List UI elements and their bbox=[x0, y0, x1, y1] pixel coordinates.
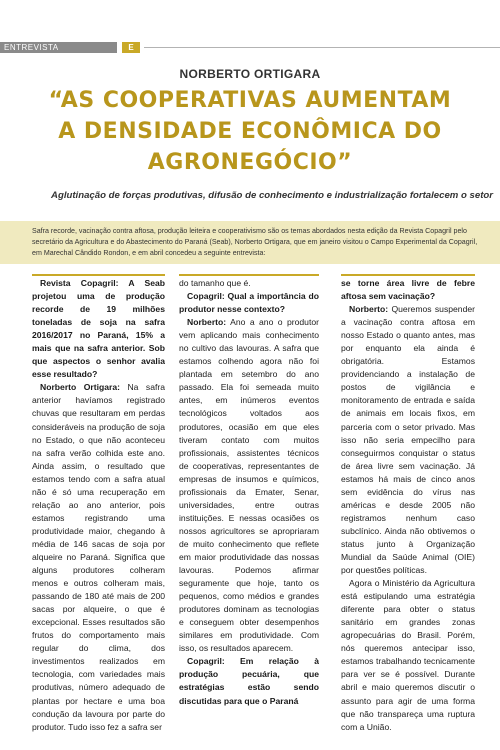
speaker-label: Norberto: bbox=[349, 304, 389, 315]
section-divider bbox=[144, 47, 500, 48]
answer-text: Ano a ano o produtor vem aplicando mais conhecimento no cultivo das lavouras. A safra que estamos colhendo agora não foi plantada em setembro do ano passado. Ela foi semeada muito antes, em inúmeros eventos tecnológicos voltados aos produtores, ocasião em que eles tiveram contato com muitos profissionais, assistentes técnicos de cooperativas, representantes de empresas de insumos e químicos, profissionais da Emater, Senar, universidades, entre outras instituições. E nessas ocasiões os nossos agricultores se apropriaram de muito conhecimento que reflete em maior produtividade das nossas lavouras. Podemos afirmar seguramente que hoje, tanto os pequenos, como médios e grandes produtores dominam as tecnologias e conseguem obter desempenhos similares em produtividade. Com isso, os resultados aparecem. bbox=[179, 317, 319, 654]
question-3: Copagril: Em relação à produção pecuária, que estratégias estão sendo discutidas para que o Paraná bbox=[179, 656, 319, 706]
question-2: Copagril: Qual a importância do produtor nesse contexto? bbox=[179, 291, 319, 315]
column-3 bbox=[341, 277, 475, 747]
column-1 bbox=[32, 277, 165, 747]
speaker-label: Norberto Ortigara: bbox=[40, 382, 121, 393]
intro-text: Safra recorde, vacinação contra aftosa, produção leiteira e cooperativismo são os temas abordados nesta edição da Revista Copagril pelo secretário da Agricultura e do Abastecimento do Paraná (Seab), Norberto Ortigara, que em janeiro visitou o Campo Experimental da Copagril, em Marechal Cândido Rondon, e em abril concedeu a seguinte entrevista: bbox=[32, 227, 478, 257]
answer-3 bbox=[341, 303, 475, 577]
answer-text: Queremos suspender a vacinação contra aftosa em nosso Estado o quanto antes, mas por enquanto ela ainda é obrigatória. Estamos providenciando a instalação de postos de vigilância e monitoramento de entrada e saída de animais em locais fixos, em parceria com o setor privado. Mas isso não seria empecilho para conseguirmos conquistar o status de área livre sem vacinação. Já estamos há mais de cinco anos sem evidência do vírus nas américas e desde 2005 não registramos nenhum caso subclínico. Ainda não obtivemos o status junto à Organização Mundial da Saúde Animal (OIE) por questões políticas. bbox=[341, 304, 475, 576]
column-2 bbox=[179, 277, 319, 747]
question-3-continuation: se torne área livre de febre aftosa sem vacinação? bbox=[341, 278, 475, 302]
section-header bbox=[0, 42, 500, 53]
speaker-label: Norberto: bbox=[187, 317, 227, 328]
column-rule bbox=[341, 274, 475, 276]
column-rule bbox=[32, 274, 165, 276]
answer-1 bbox=[32, 381, 165, 733]
intro-box bbox=[0, 221, 500, 264]
column-rule bbox=[179, 274, 319, 276]
question-1: Revista Copagril: A Seab projetou uma de produção recorde de 19 milhões toneladas de soja na safra 2016/2017 no Paraná, 15% a mais que na safra anterior. Sob que aspectos o senhor avalia esse resultado? bbox=[32, 278, 165, 380]
answer-2 bbox=[179, 316, 319, 655]
interviewee-name: NORBERTO ORTIGARA bbox=[179, 67, 321, 81]
section-label: ENTREVISTA bbox=[0, 42, 117, 53]
answer-3-paragraph-2: Agora o Ministério da Agricultura está estipulando uma estratégia diferente para obter o status sanitário em grandes zonas agropecuárias do Brasil. Porém, nós queremos antecipar isso, estamos trabalhando tecnicamente para ver se é possível. Durante abril e maio queremos discutir o assunto para agir de uma forma que não transpareça uma ruptura com a União. bbox=[341, 578, 475, 732]
deck-subtitle: Aglutinação de forças produtivas, difusão de conhecimento e industrialização fortalecem o setor bbox=[51, 190, 493, 201]
answer-1-continuation: do tamanho que é. bbox=[179, 278, 251, 288]
answer-text: Na safra anterior havíamos registrado chuvas que resultaram em perdas consideráveis na produção de soja no Estado, o que não aconteceu na safra verão colhida este ano. Ainda assim, o resultado que estamos tendo com a safra atual não é só uma recuperação em relação ao ano anterior, pois estamos registrando uma produtividade maior, chegando à média de 146 sacas de soja por alqueire no Paraná. Significa que alguns produtores colheram menos e outros colheram mais, passando de 180 até mais de 200 sacas por alqueire, o que é excepcional. Esses resultados são frutos do comportamento mais regular do clima, dos investimentos realizados em tecnologia, com variedades mais produtivas, número adequado de plantas por hectare e uma boa condução da lavoura por parte do produtor. Tudo isso fez a safra ser bbox=[32, 382, 165, 732]
section-badge: E bbox=[122, 42, 140, 53]
headline: “AS COOPERATIVAS AUMENTAM A DENSIDADE ECONÔMICA DO AGRONEGÓCIO” bbox=[48, 88, 452, 175]
